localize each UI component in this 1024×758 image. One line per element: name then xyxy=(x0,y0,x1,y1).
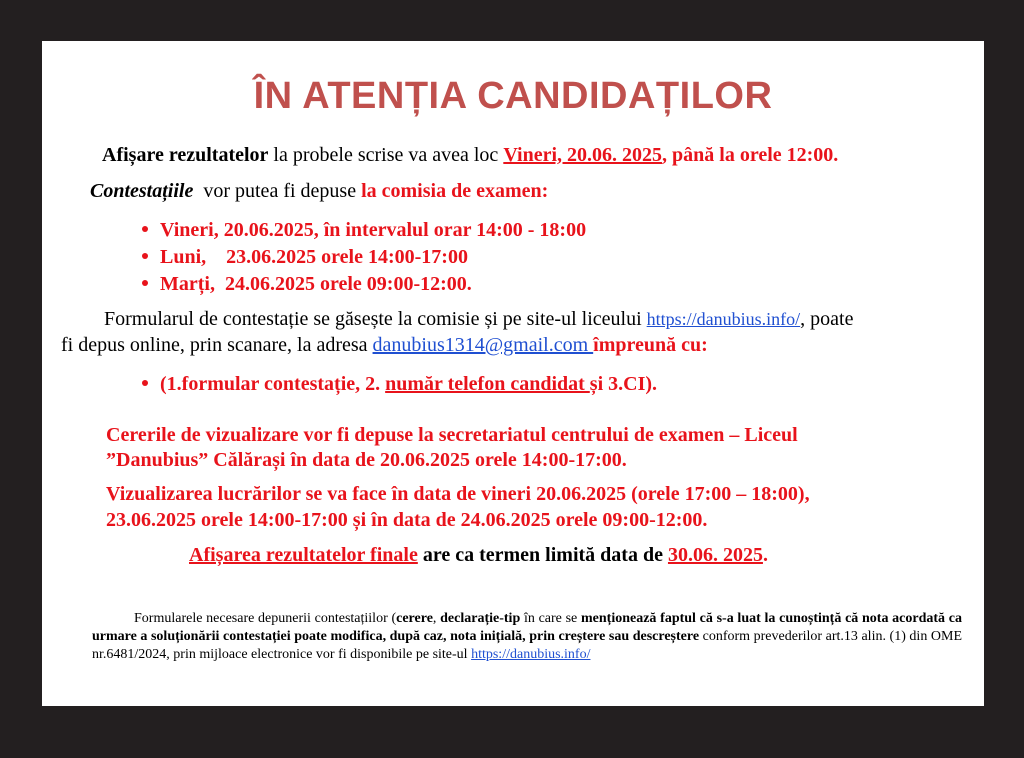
requests-line-2: ”Danubius” Călărași în data de 20.06.2025 orele 14:00-17:00. xyxy=(106,449,627,471)
footer-text: conform prevederilor art.13 alin. (1) din OME nr.6481/2024, prin mijloace electronice vor fi disponibile pe site-ul xyxy=(92,629,963,662)
page-title: ÎN ATENȚIA CANDIDAȚILOR xyxy=(253,75,773,117)
final-line xyxy=(189,544,768,567)
appeals-line xyxy=(90,180,548,203)
form-line-2 xyxy=(61,334,708,357)
results-until: , până la orele 12:00. xyxy=(662,144,839,166)
footer-text: , xyxy=(432,611,441,626)
form-item-b: număr telefon candidat xyxy=(385,373,590,395)
form-line-1 xyxy=(104,308,853,331)
email-link[interactable]: danubius1314@gmail.com xyxy=(372,334,594,356)
results-line xyxy=(102,144,838,167)
footer-bold: declarație-tip xyxy=(440,611,521,626)
notice-page xyxy=(42,41,984,706)
viewing-line-1: Vizualizarea lucrărilor se va face în data de vineri 20.06.2025 (orele 17:00 – 18:00), xyxy=(106,483,810,505)
form-text-2: fi depus online, prin scanare, la adresa xyxy=(61,334,373,356)
appeal-item-1 xyxy=(142,219,586,242)
form-item-c: și 3.CI). xyxy=(589,373,658,395)
footer-text: în care se xyxy=(520,611,581,626)
appeal-item-text: Vineri, 20.06.2025, în intervalul orar 14:00 - 18:00 xyxy=(160,219,587,241)
results-text: la probele scrise va avea loc xyxy=(268,144,504,166)
bullet-icon xyxy=(142,280,148,286)
appeal-item-text: Luni, 23.06.2025 orele 14:00-17:00 xyxy=(160,246,468,268)
requests-line-1: Cererile de vizualizare vor fi depuse la secretariatul centrului de examen – Liceul xyxy=(106,424,798,446)
final-text: are ca termen limită data de xyxy=(417,544,668,566)
form-item-a: (1.formular contestație, 2. xyxy=(160,373,386,395)
bullet-icon xyxy=(142,226,148,232)
results-label: Afișare rezultatelor xyxy=(102,144,269,166)
appeal-item-text: Marți, 24.06.2025 orele 09:00-12:00. xyxy=(160,273,472,295)
footer-bold: cerere xyxy=(396,611,433,626)
form-item xyxy=(142,373,657,396)
footer-bold: menționează faptul că s-a luat la cunoștință că nota acordată ca urmare a soluționării contestației poate modifica, după caz, nota inițială, prin creștere sau descreștere xyxy=(92,611,962,644)
footer-text: Formularele necesare depunerii contestațiilor ( xyxy=(134,611,397,626)
appeals-label: Contestațiile xyxy=(90,180,194,202)
results-date: Vineri, 20.06. 2025 xyxy=(503,144,663,166)
form-text-1: Formularul de contestație se găsește la comisie și pe site-ul liceului xyxy=(104,308,647,330)
final-label: Afișarea rezultatelor finale xyxy=(189,544,418,566)
final-end: . xyxy=(762,544,768,566)
bullet-icon xyxy=(142,253,148,259)
final-date: 30.06. 2025 xyxy=(667,544,763,566)
appeal-item-3 xyxy=(142,273,472,296)
site-link[interactable]: https://danubius.info/ xyxy=(646,309,801,329)
appeals-text: vor putea fi depuse xyxy=(193,180,362,202)
form-text-1-end: , poate xyxy=(800,308,854,330)
footer-site-link[interactable]: https://danubius.info/ xyxy=(471,647,591,662)
form-together: împreună cu: xyxy=(593,334,708,356)
bullet-icon xyxy=(142,380,148,386)
footer-note xyxy=(92,610,962,664)
appeals-where: la comisia de examen: xyxy=(361,180,549,202)
appeal-item-2 xyxy=(142,246,468,269)
viewing-line-2: 23.06.2025 orele 14:00-17:00 și în data de 24.06.2025 orele 09:00-12:00. xyxy=(106,509,708,531)
